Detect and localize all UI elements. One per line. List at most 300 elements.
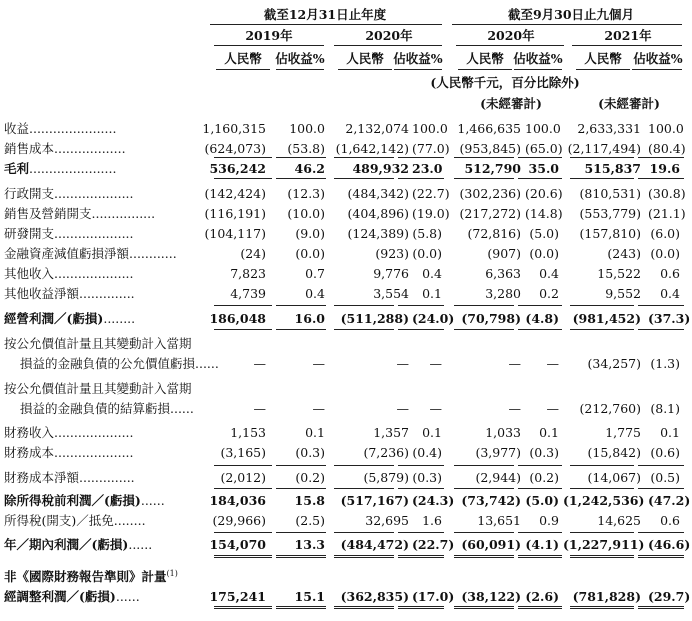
row-label-text: 財務成本 [4,445,55,460]
cell-col-1: (10.0) [287,206,325,221]
header-pct-2: 佔收益% [393,51,443,66]
leader-dots: ............ [129,246,177,261]
cell-col-5: (65.0) [525,141,563,156]
unaudited-note-2021: (未經審計) [598,96,660,111]
cell-col-4: 1,466,635 [457,121,521,136]
row-label [4,245,177,262]
row-label [4,588,140,605]
row-label-text: 研發開支 [4,226,55,241]
row-label-text: 金融資產減值虧損淨額 [4,246,130,261]
single-rule [334,532,394,533]
cell-col-0: (104,117) [204,226,266,241]
cell-col-0: — [253,401,266,416]
row-impairment-losses [0,244,692,263]
row-label-text: 銷售及營銷開支 [4,206,92,221]
cell-col-2: (923) [375,246,409,261]
single-rule [638,329,684,330]
cell-col-7: (0.6) [650,445,680,460]
single-rule [518,532,562,533]
header-rule-pct-1 [276,69,324,70]
row-label-text: 行政開支 [4,186,55,201]
cell-col-4: (3,977) [475,445,521,460]
cell-col-0: (116,191) [204,206,266,221]
leader-dots: ...................... [29,121,117,136]
leader-dots: .................... [54,226,134,241]
cell-col-4: (38,122) [461,589,521,604]
row-label [4,160,116,177]
header-group-nine-months: 截至9月30日止九個月 [507,7,635,22]
single-rule [518,157,562,158]
cell-col-2: 32,695 [365,513,409,528]
single-rule [570,178,634,179]
cell-col-0: (142,424) [204,186,266,201]
cell-col-2: (484,342) [347,186,409,201]
cell-col-2: (1,642,142) [335,141,409,156]
cell-col-0: 536,242 [209,161,266,176]
row-other-income [0,264,692,283]
single-rule [334,157,394,158]
cell-col-6: (810,531) [579,186,641,201]
row-label [4,265,133,282]
cell-col-5: (0.3) [529,445,559,460]
single-rule [518,329,562,330]
row-income-tax [0,511,692,530]
cell-col-2: 9,776 [373,266,409,281]
cell-col-4: 1,033 [485,425,521,440]
cell-col-3: (19.0) [412,206,450,221]
leader-dots: ................ [91,206,156,221]
cell-col-5: (0.2) [529,470,559,485]
cell-col-7: (0.5) [650,470,680,485]
double-rule [570,606,634,609]
cell-col-2: — [396,401,409,416]
single-rule [638,305,684,306]
cell-col-2: (404,896) [347,206,409,221]
row-label [4,469,135,486]
cell-col-5: (5.0) [525,493,559,508]
single-rule [638,178,684,179]
cell-col-7: (21.1) [648,206,686,221]
single-rule [454,305,514,306]
row-label-text: 收益 [4,121,30,136]
row-label [4,185,133,202]
row-label-text: 銷售成本 [4,141,55,156]
leader-dots: ........ [103,311,136,326]
row-label [4,310,135,327]
row-label [4,225,133,242]
row-label-text: 財務成本淨額 [4,470,80,485]
cell-col-4: 6,363 [485,266,521,281]
cell-col-7: (37.3) [648,311,691,326]
cell-col-2: 2,132,074 [345,121,409,136]
cell-col-7: (1.3) [650,356,680,371]
single-rule [518,178,562,179]
cell-col-5: 100.0 [525,121,561,136]
header-rule-rmb-1 [216,69,270,70]
cell-col-4: — [508,401,521,416]
cell-col-7: (6.0) [650,226,680,241]
cell-col-2: 1,357 [373,425,409,440]
cell-col-0: (624,073) [204,141,266,156]
cell-col-4: 512,790 [464,161,521,176]
cell-col-7: 0.6 [660,266,680,281]
cell-col-4: — [508,356,521,371]
leader-dots: ...... [128,537,153,552]
header-rule-2020a [334,45,442,46]
cell-col-4: 13,651 [477,513,521,528]
row-profit-before-tax [0,491,692,510]
single-rule [518,305,562,306]
row-label [4,205,155,222]
cell-col-6: (243) [607,246,641,261]
cell-col-7: (29.7) [648,589,691,604]
cell-col-5: 0.1 [539,425,559,440]
cell-col-7: 0.1 [660,425,680,440]
cell-col-5: — [546,356,559,371]
single-rule [214,178,272,179]
cell-col-0: 154,070 [209,537,266,552]
single-rule [638,532,684,533]
cell-col-1: (9.0) [295,226,325,241]
row-profit-for-period [0,535,692,554]
header-year-2021: 2021年 [604,28,652,43]
header-rule-rmb-2 [338,69,392,70]
cell-col-5: 0.4 [539,266,559,281]
row-label-text: 損益的金融負債的公允價值虧損 [20,356,196,371]
cell-col-1: (53.8) [287,141,325,156]
double-rule [276,555,326,558]
cell-col-1: 16.0 [294,311,325,326]
cell-col-1: (0.0) [295,246,325,261]
single-rule [454,465,514,466]
single-rule [214,532,272,533]
header-pct-4: 佔收益% [633,51,683,66]
leader-dots: .............. [79,286,135,301]
cell-col-7: (46.6) [648,537,691,552]
cell-col-6: 2,633,331 [577,121,641,136]
footnote-marker: (1) [166,569,178,578]
cell-col-2: 3,554 [373,286,409,301]
cell-col-7: 0.4 [660,286,680,301]
row-label-text: 損益的金融負債的結算虧損 [20,401,171,416]
single-rule [398,178,444,179]
row-revenue [0,119,692,138]
cell-col-1: (12.3) [287,186,325,201]
row-net-finance-costs [0,468,692,487]
cell-col-5: (0.0) [529,246,559,261]
row-finance-costs [0,443,692,462]
cell-col-0: 1,153 [230,425,266,440]
cell-col-4: (2,944) [475,470,521,485]
cell-col-1: — [312,356,325,371]
row-admin-expenses [0,184,692,203]
cell-col-2: (124,389) [347,226,409,241]
header-rule-2021 [572,45,682,46]
single-rule [398,465,444,466]
cell-col-6: (981,452) [572,311,641,326]
cell-col-1: 0.1 [305,425,325,440]
double-rule [214,555,272,558]
single-rule [570,157,634,158]
row-label-text: 財務收入 [4,425,55,440]
single-rule [398,488,444,489]
cell-col-1: 100.0 [289,121,325,136]
single-rule [398,532,444,533]
single-rule [518,488,562,489]
double-rule [518,606,562,609]
row-operating-profit [0,309,692,328]
header-group-annual: 截至12月31日止年度 [263,7,387,22]
cell-col-1: 0.4 [305,286,325,301]
cell-col-6: (781,828) [572,589,641,604]
header-rule-2020b [456,45,564,46]
leader-dots: .................... [54,266,134,281]
cell-col-4: (217,272) [459,206,521,221]
single-rule [276,465,326,466]
cell-col-3: (22.7) [412,186,450,201]
leader-dots: .................... [54,445,134,460]
row-label-text: 年／期內利潤／(虧損) [4,537,129,552]
cell-col-3: — [429,401,442,416]
cell-col-2: (5,879) [363,470,409,485]
double-rule [276,606,326,609]
cell-col-3: — [429,356,442,371]
leader-dots: ...... [195,356,219,371]
row-label-text: 經營利潤／(虧損) [4,311,104,326]
header-rmb-1: 人民幣 [224,51,262,66]
cell-col-3: 0.1 [422,425,442,440]
row-label [4,380,192,397]
unit-note: (人民幣千元，百分比除外) [430,75,580,90]
row-adjusted-profit [0,587,692,606]
cell-col-4: (70,798) [461,311,521,326]
cell-col-6: 515,837 [584,161,641,176]
leader-dots: ...................... [29,161,117,176]
single-rule [214,488,272,489]
header-pct-1: 佔收益% [275,51,325,66]
cell-col-4: (73,742) [461,493,521,508]
cell-col-2: — [396,356,409,371]
double-rule [334,555,394,558]
single-rule [570,488,634,489]
row-rd-expenses [0,224,692,243]
single-rule [214,329,272,330]
single-rule [276,157,326,158]
cell-col-4: (72,816) [467,226,521,241]
cell-col-2: (7,236) [363,445,409,460]
single-rule [570,329,634,330]
row-fv-label-2 [0,379,692,398]
header-year-2019: 2019年 [245,28,293,43]
single-rule [398,329,444,330]
row-other-gains [0,284,692,303]
leader-dots: ...... [170,401,194,416]
single-rule [454,532,514,533]
single-rule [334,305,394,306]
double-rule [334,606,394,609]
cell-col-3: (17.0) [412,589,455,604]
cell-col-6: (1,227,911) [563,537,645,552]
single-rule [570,465,634,466]
leader-dots: ........ [113,513,146,528]
cell-col-3: 0.1 [422,286,442,301]
cell-col-7: (8.1) [650,401,680,416]
cell-col-4: (953,845) [459,141,521,156]
single-rule [276,178,326,179]
single-rule [334,488,394,489]
single-rule [570,532,634,533]
row-label-text: 非《國際財務報告準則》計量 [4,569,167,585]
double-rule [454,555,514,558]
cell-col-7: 100.0 [648,121,684,136]
cell-col-7: (0.0) [650,246,680,261]
cell-col-7: 19.6 [649,161,680,176]
header-rule-nine-months [452,24,682,25]
cell-col-3: (0.0) [412,246,442,261]
cell-col-7: 0.6 [660,513,680,528]
single-rule [276,329,326,330]
row-label [4,335,192,352]
header-rule-2019 [214,45,324,46]
single-rule [454,329,514,330]
cell-col-6: (157,810) [579,226,641,241]
row-label-text: 其他收益淨額 [4,286,80,301]
cell-col-3: (5.8) [412,226,442,241]
single-rule [638,465,684,466]
row-non-ifrs-heading [0,564,692,583]
header-rule-pct-3 [514,69,562,70]
cell-col-1: (2.5) [295,513,325,528]
single-rule [398,305,444,306]
cell-col-7: (47.2) [648,493,691,508]
cell-col-6: (14,067) [587,470,641,485]
cell-col-6: (15,842) [587,445,641,460]
row-label [4,120,116,137]
row-label-text: 毛利 [4,161,30,176]
row-label-text: 經調整利潤／(虧損) [4,589,116,604]
cell-col-2: (484,472) [340,537,409,552]
cell-col-6: (34,257) [587,356,641,371]
leader-dots: .............. [79,470,135,485]
single-rule [454,488,514,489]
cell-col-4: (907) [487,246,521,261]
cell-col-5: (2.6) [525,589,559,604]
header-rmb-4: 人民幣 [584,51,622,66]
single-rule [214,305,272,306]
leader-dots: .................... [54,425,134,440]
leader-dots: .................. [54,141,126,156]
cell-col-3: (77.0) [412,141,450,156]
cell-col-6: (212,760) [579,401,641,416]
cell-col-0: 7,823 [230,266,266,281]
row-settlement-loss [0,399,692,418]
cell-col-5: — [546,401,559,416]
header-rmb-2: 人民幣 [346,51,384,66]
single-rule [214,157,272,158]
header-rule-pct-4 [632,69,682,70]
row-selling-marketing-expenses [0,204,692,223]
cell-col-0: (3,165) [220,445,266,460]
cell-col-5: 35.0 [528,161,559,176]
leader-dots: ...... [115,589,140,604]
cell-col-5: (4.1) [525,537,559,552]
double-rule [518,555,562,558]
row-finance-income [0,423,692,442]
cell-col-0: (24) [240,246,266,261]
cell-col-0: 175,241 [209,589,266,604]
cell-col-3: 100.0 [412,121,448,136]
cell-col-5: 0.2 [539,286,559,301]
single-rule [398,157,444,158]
double-rule [570,555,634,558]
cell-col-3: (24.3) [412,493,455,508]
row-label [4,536,152,553]
leader-dots: ...... [140,493,165,508]
row-label-text: 除所得稅前利潤／(虧損) [4,493,141,508]
cell-col-4: 3,280 [485,286,521,301]
cell-col-6: (553,779) [579,206,641,221]
row-fv-loss [0,354,692,373]
cell-col-3: 23.0 [412,161,443,176]
row-label [20,355,219,372]
cell-col-1: 13.3 [294,537,325,552]
double-rule [214,606,272,609]
cell-col-2: 489,932 [352,161,409,176]
header-rule-annual [210,24,442,25]
cell-col-5: (14.8) [525,206,563,221]
cell-col-6: (1,242,536) [563,493,645,508]
header-rmb-3: 人民幣 [466,51,504,66]
cell-col-0: 4,739 [230,286,266,301]
double-rule [638,606,684,609]
cell-col-1: 46.2 [294,161,325,176]
header-year-2020a: 2020年 [365,28,413,43]
cell-col-6: (2,117,494) [567,141,641,156]
unaudited-note-2020: (未經審計) [480,96,542,111]
cell-col-6: 15,522 [597,266,641,281]
header-rule-pct-2 [394,69,442,70]
row-label [4,285,135,302]
row-label-text: 按公允價值計量且其變動計入當期 [4,381,192,396]
cell-col-7: (80.4) [648,141,686,156]
row-label [20,400,194,417]
cell-col-1: 0.7 [305,266,325,281]
row-gross-profit [0,159,692,178]
cell-col-4: (302,236) [459,186,521,201]
single-rule [638,157,684,158]
double-rule [398,555,444,558]
header-rule-rmb-4 [576,69,630,70]
double-rule [638,555,684,558]
single-rule [276,488,326,489]
cell-col-1: (0.2) [295,470,325,485]
cell-col-6: 9,552 [605,286,641,301]
cell-col-0: — [253,356,266,371]
cell-col-6: 14,625 [597,513,641,528]
cell-col-2: (511,288) [340,311,409,326]
header-year-2020b: 2020年 [487,28,535,43]
cell-col-3: (0.3) [412,470,442,485]
cell-col-1: — [312,401,325,416]
header-rule-rmb-3 [458,69,512,70]
row-fv-label-1 [0,334,692,353]
cell-col-3: 1.6 [422,513,442,528]
row-label [4,492,165,509]
single-rule [334,178,394,179]
row-cost-of-sales [0,139,692,158]
cell-col-4: (60,091) [461,537,521,552]
row-label [4,512,146,529]
